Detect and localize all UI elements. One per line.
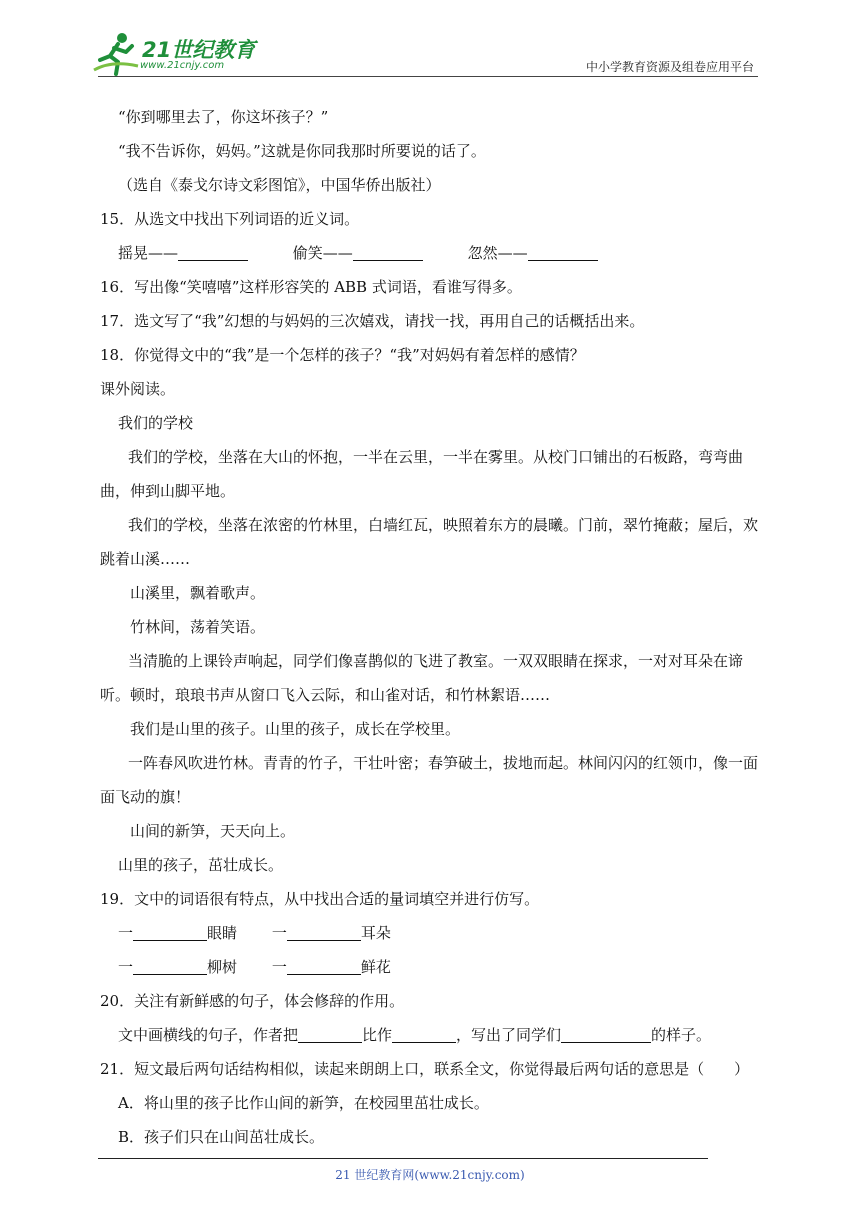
answer-blank[interactable] [133,922,207,941]
answer-blank[interactable] [287,956,361,975]
passage-paragraph: 一阵春风吹进竹林。青青的竹子，干壮叶密；春笋破土，拔地而起。林间闪闪的红领巾，像一面面飞动的旗！ [100,754,759,806]
option-b[interactable]: B．孩子们只在山间茁壮成长。 [118,1128,325,1146]
passage-line: “我不告诉你，妈妈。”这就是你同我那时所要说的话了。 [118,142,486,160]
question-17: 17．选文写了“我”幻想的与妈妈的三次嬉戏，请找一找，再用自己的话概括出来。 [100,312,645,330]
word-prompt: 偷笑—— [292,244,353,262]
passage-paragraph: 竹林间，荡着笑语。 [130,618,266,636]
passage-paragraph: 山里的孩子，茁壮成长。 [118,856,284,874]
answer-blank[interactable] [561,1024,651,1043]
passage-line: “你到哪里去了，你这坏孩子？” [118,108,329,126]
platform-name: 中小学教育资源及组卷应用平台 [585,60,754,74]
question-15-blanks [100,236,762,270]
word-prompt: 忽然—— [467,244,528,262]
passage-paragraph: 山间的新笋，天天向上。 [130,822,296,840]
question-21: 21．短文最后两句话结构相似，读起来朗朗上口，联系全文，你觉得最后两句话的意思是（ ） [100,1060,750,1078]
answer-blank[interactable] [178,242,248,261]
passage-paragraph: 当清脆的上课铃声响起，同学们像喜鹊似的飞进了教室。一双双眼睛在探求，一对对耳朵在谛听。顿时，琅琅书声从窗口飞入云际，和山雀对话，和竹林絮语…… [100,652,744,704]
answer-blank[interactable] [353,242,423,261]
page-header [0,0,860,82]
footer-divider [98,1158,708,1159]
question-19: 19．文中的词语很有特点，从中找出合适的量词填空并进行仿写。 [100,890,540,908]
answer-blank[interactable] [528,242,598,261]
answer-blank[interactable] [133,956,207,975]
question-20: 20．关注有新鲜感的句子，体会修辞的作用。 [100,992,405,1010]
header-divider [98,76,758,77]
passage-paragraph: 我们的学校，坐落在大山的怀抱，一半在云里，一半在雾里。从校门口铺出的石板路，弯弯曲曲，伸到山脚平地。 [100,448,744,500]
passage-paragraph: 我们是山里的孩子。山里的孩子，成长在学校里。 [130,720,461,738]
option-a[interactable]: A．将山里的孩子比作山间的新笋，在校园里茁壮成长。 [118,1094,489,1112]
passage-paragraph: 我们的学校，坐落在浓密的竹林里，白墙红瓦，映照着东方的晨曦。门前，翠竹掩蔽；屋后，欢跳着山溪…… [100,516,759,568]
site-logo[interactable] [92,30,262,78]
footer-link[interactable]: 21 世纪教育网(www.21cnjy.com) [335,1168,525,1182]
logo-text: 21世纪教育 [142,38,256,62]
answer-blank[interactable] [392,1024,456,1043]
logo-url: www.21cnjy.com [140,60,225,71]
question-18: 18．你觉得文中的“我”是一个怎样的孩子？“我”对妈妈有着怎样的感情？ [100,346,585,364]
document-body [100,100,762,1154]
passage-paragraph: 山溪里，飘着歌声。 [130,584,266,602]
passage-source: （选自《泰戈尔诗文彩图馆》，中国华侨出版社） [118,176,441,194]
section-label: 课外阅读。 [100,380,176,398]
question-19-row: 一 柳树 一 鲜花 [118,958,391,976]
answer-blank[interactable] [287,922,361,941]
question-16: 16．写出像“笑嘻嘻”这样形容笑的 ABB 式词语，看谁写得多。 [100,278,522,296]
question-20-row: 文中画横线的句子，作者把 比作 ，写出了同学们 的样子。 [118,1026,712,1044]
answer-blank[interactable] [298,1024,362,1043]
running-figure-icon [92,30,142,76]
word-prompt: 摇晃—— [118,244,179,262]
passage-title: 我们的学校 [118,414,194,432]
question-19-row: 一 眼睛 一 耳朵 [118,924,391,942]
question-15: 15．从选文中找出下列词语的近义词。 [100,210,360,228]
